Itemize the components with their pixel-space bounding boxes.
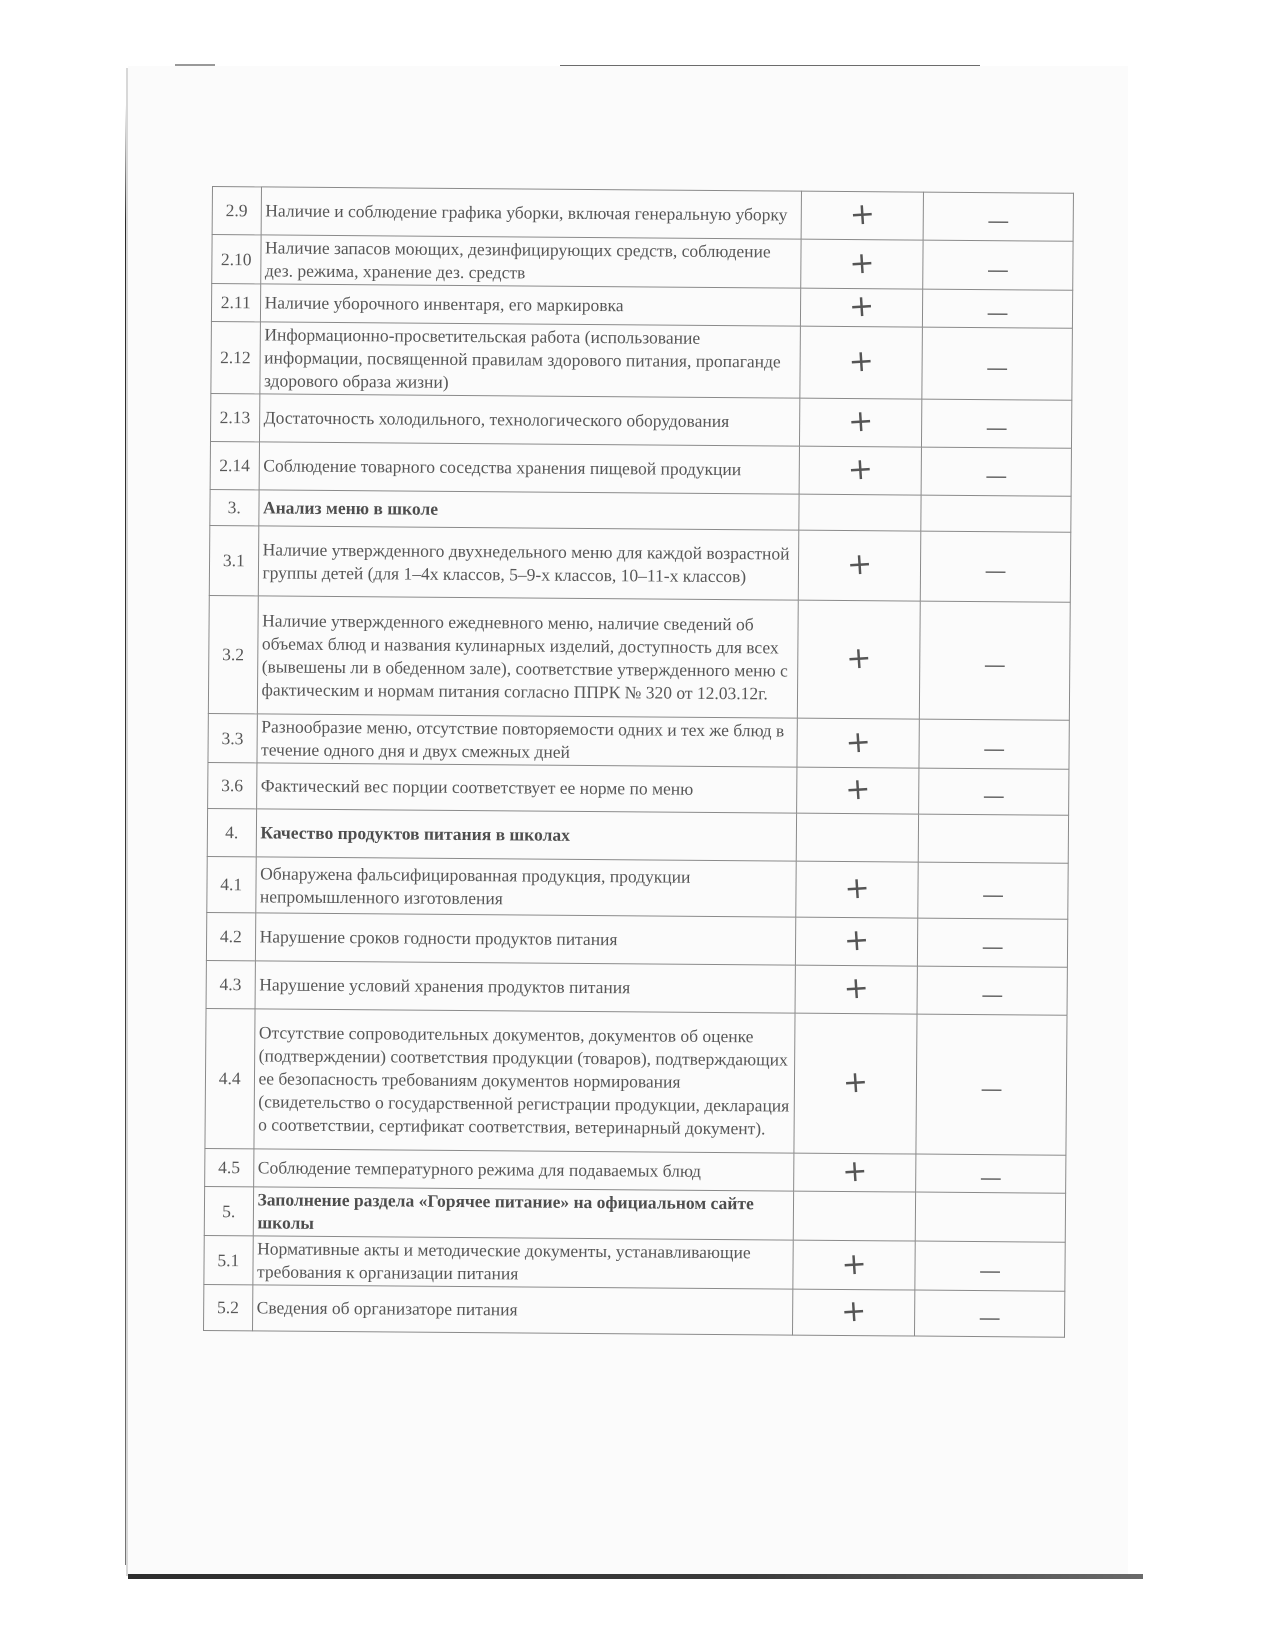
plus-mark: +	[843, 870, 871, 907]
table-row	[210, 393, 1071, 448]
plus-mark: +	[847, 288, 876, 325]
row-number: 3.6	[208, 762, 257, 808]
criterion-text: Отсутствие сопроводительных документов, документов об оценке (подтверждении) соответствия продукции (товаров), подтверждающих ее безопасность требованиям документов нормирования (свидетельство о государственной регистрации продукции, декларация о соответствии, сертификат соответствия, ветеринарный документ).	[253, 1009, 794, 1153]
no-cell	[919, 601, 1070, 720]
table-row	[206, 912, 1067, 967]
dash-mark: —	[986, 257, 1010, 283]
no-cell	[915, 1290, 1065, 1337]
row-number: 4.5	[205, 1148, 254, 1186]
section-title: Заполнение раздела «Горячее питание» на официальном сайте школы	[253, 1187, 794, 1240]
criterion-text: Наличие запасов моющих, дезинфицирующих средств, соблюдение дез. режима, хранение дез. средств	[260, 235, 801, 288]
yes-cell	[796, 767, 919, 814]
table-row	[204, 1235, 1065, 1291]
table-row	[205, 1008, 1067, 1155]
criterion-text: Наличие уборочного инвентаря, его маркировка	[260, 284, 801, 326]
no-cell	[916, 1154, 1066, 1193]
plus-mark: +	[842, 970, 870, 1007]
no-cell	[921, 495, 1071, 532]
no-cell	[923, 192, 1073, 241]
dash-mark: —	[987, 209, 1010, 235]
row-number: 2.12	[211, 321, 260, 393]
plus-mark: +	[844, 771, 872, 808]
yes-cell	[800, 326, 923, 399]
row-number: 4.2	[206, 912, 255, 960]
row-number: 4.4	[205, 1008, 255, 1148]
plus-mark: +	[839, 1293, 868, 1330]
yes-cell	[794, 1013, 917, 1154]
criterion-text: Обнаружена фальсифицированная продукция, продукции непромышленного изготовления	[255, 857, 796, 917]
table-row	[211, 321, 1073, 400]
no-cell	[918, 918, 1068, 967]
row-number: 3.2	[208, 595, 257, 713]
table-row	[210, 441, 1071, 496]
no-cell	[923, 289, 1073, 328]
row-number: 4.3	[206, 960, 255, 1008]
row-number: 2.14	[210, 441, 259, 489]
dash-mark: —	[978, 1258, 1002, 1284]
no-cell	[918, 862, 1068, 919]
criterion-text: Достаточность холодильного, технологического оборудования	[259, 394, 800, 446]
section-row	[204, 1186, 1065, 1242]
no-cell	[923, 240, 1073, 290]
yes-cell	[798, 530, 921, 601]
plus-mark: +	[846, 451, 874, 488]
section-title: Качество продуктов питания в школах	[256, 809, 797, 861]
table-row	[209, 525, 1071, 602]
plus-mark: +	[844, 723, 872, 761]
checklist-table	[203, 186, 1074, 1338]
plus-mark: +	[842, 922, 871, 959]
table-row	[212, 187, 1073, 242]
dash-mark: —	[985, 464, 1008, 490]
plus-mark: +	[841, 1153, 869, 1190]
table-row	[206, 960, 1067, 1015]
table-row	[212, 235, 1073, 291]
table-row	[207, 856, 1068, 919]
yes-cell	[795, 965, 918, 1014]
no-cell	[919, 719, 1069, 769]
criterion-text: Наличие и соблюдение графика уборки, включая генеральную уборку	[261, 187, 802, 239]
checklist-rows	[204, 187, 1074, 1338]
no-cell	[920, 531, 1070, 602]
yes-cell	[795, 917, 918, 966]
plus-mark: +	[848, 196, 876, 233]
criterion-text: Сведения об организаторе питания	[252, 1285, 793, 1335]
row-number: 5.1	[204, 1235, 253, 1284]
dash-mark: —	[983, 653, 1006, 679]
plus-mark: +	[847, 343, 875, 380]
plus-mark: +	[848, 244, 876, 282]
no-cell	[915, 1241, 1065, 1291]
no-cell	[916, 1014, 1067, 1155]
row-number: 2.10	[212, 235, 261, 284]
plus-mark: +	[845, 640, 873, 677]
no-cell	[917, 966, 1067, 1015]
dash-mark: —	[979, 1166, 1002, 1192]
dash-mark: —	[984, 559, 1007, 585]
row-number: 4.	[207, 808, 256, 856]
yes-cell	[796, 813, 919, 862]
no-cell	[922, 399, 1072, 448]
section-row	[207, 808, 1068, 863]
yes-cell	[796, 861, 919, 918]
criterion-text: Нарушение сроков годности продуктов питания	[255, 913, 796, 965]
no-cell	[918, 814, 1068, 863]
dash-mark: —	[978, 1306, 1001, 1332]
criterion-text: Наличие утвержденного ежедневного меню, наличие сведений об объемах блюд и названия кулинарных изделий, доступность для всех (вывешены ли в обеденном зале), соответствие утвержденного меню с фактическим и нормам питания согласно ППРК № 320 от 12.03.12г.	[257, 596, 798, 718]
dash-mark: —	[981, 935, 1004, 961]
criterion-text: Соблюдение температурного режима для подаваемых блюд	[253, 1149, 794, 1191]
dash-mark: —	[986, 301, 1009, 327]
plus-mark: +	[845, 546, 874, 583]
criterion-text: Наличие утвержденного двухнедельного меню для каждой возрастной группы детей (для 1–4х классов, 5–9-х классов, 10–11-х классов)	[258, 526, 799, 600]
plus-mark: +	[846, 403, 875, 440]
row-number: 2.9	[212, 187, 261, 235]
no-cell	[919, 768, 1069, 815]
criterion-text: Нарушение условий хранения продуктов питания	[255, 961, 796, 1013]
dash-mark: —	[981, 983, 1004, 1009]
criterion-text: Разнообразие меню, отсутствие повторяемости одних и тех же блюд в течение одного дня и двух смежных дней	[257, 714, 798, 767]
row-number: 2.13	[210, 393, 259, 441]
row-number: 5.	[204, 1186, 253, 1235]
yes-cell	[793, 1153, 916, 1192]
yes-cell	[793, 1191, 916, 1241]
criterion-text: Информационно-просветительская работа (использование информации, посвященной правилам здорового питания, пропаганде здорового образа жизни)	[259, 322, 800, 398]
table-row	[208, 762, 1069, 815]
dash-mark: —	[982, 784, 1005, 810]
yes-cell	[797, 718, 920, 768]
row-number: 3.	[210, 489, 259, 525]
row-number: 3.1	[209, 525, 258, 595]
criterion-text: Соблюдение товарного соседства хранения пищевой продукции	[259, 442, 800, 494]
plus-mark: +	[841, 1064, 870, 1101]
yes-cell	[799, 494, 922, 531]
dash-mark: —	[983, 736, 1006, 762]
row-number: 3.3	[208, 713, 257, 762]
table-row	[208, 713, 1069, 769]
criterion-text: Фактический вес порции соответствует ее норме по меню	[256, 763, 797, 813]
row-number: 4.1	[207, 856, 256, 912]
dash-mark: —	[985, 416, 1008, 442]
no-cell	[921, 447, 1071, 496]
scan-edge-bottom	[128, 1574, 1143, 1579]
yes-cell	[799, 398, 922, 447]
table-row	[204, 1284, 1065, 1337]
yes-cell	[799, 446, 922, 495]
yes-cell	[797, 600, 920, 719]
yes-cell	[793, 1240, 916, 1290]
no-cell	[915, 1192, 1065, 1242]
row-number: 5.2	[204, 1284, 253, 1330]
dash-mark: —	[980, 1077, 1003, 1103]
dash-mark: —	[986, 356, 1009, 382]
section-title: Анализ меню в школе	[258, 490, 799, 530]
row-number: 2.11	[211, 284, 260, 322]
dash-mark: —	[981, 883, 1005, 909]
yes-cell	[792, 1289, 915, 1336]
yes-cell	[800, 239, 923, 289]
criterion-text: Нормативные акты и методические документы, устанавливающие требования к организации питания	[252, 1236, 793, 1289]
no-cell	[922, 327, 1072, 400]
table-row	[208, 595, 1070, 720]
yes-cell	[801, 191, 924, 240]
plus-mark: +	[840, 1245, 868, 1283]
yes-cell	[800, 288, 923, 327]
